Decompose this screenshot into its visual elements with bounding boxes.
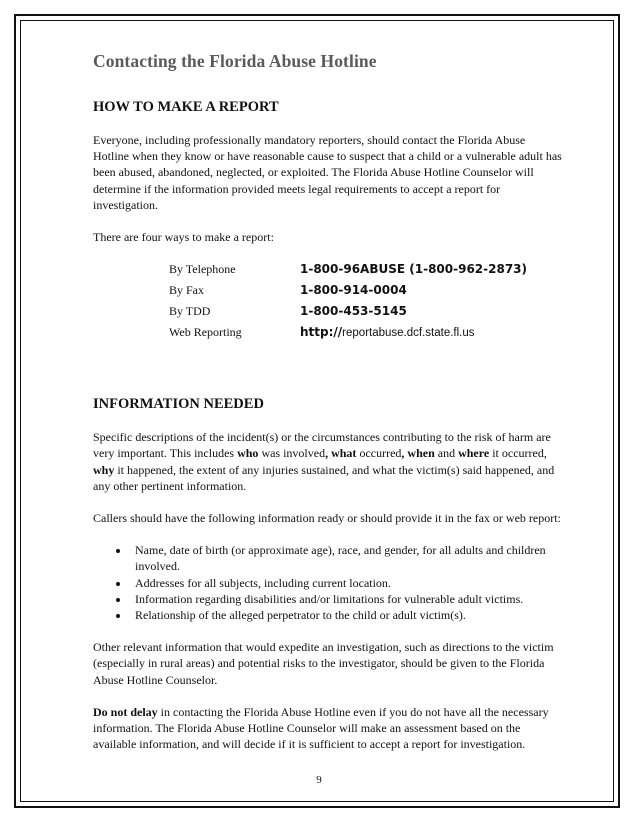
required-info-list: [93, 542, 563, 623]
paragraph-callers-should-have: Callers should have the following information ready or should provide it in the fax or web report:: [93, 511, 561, 526]
report-method-row: [169, 324, 527, 345]
report-method-row: [169, 303, 527, 324]
method-value: 1-800-453-5145: [300, 304, 407, 319]
text-run: it happened, the extent of any injuries sustained, and what the victim(s) said happened, and any other pertinent information.: [93, 462, 555, 493]
web-url-prefix: http://: [300, 325, 343, 340]
method-label: Web Reporting: [169, 325, 242, 340]
list-item: • Information regarding disabilities and/or limitations for vulnerable adult victims.: [130, 591, 563, 607]
method-value: 1-800-914-0004: [300, 283, 407, 298]
paragraph-four-ways: There are four ways to make a report:: [93, 230, 274, 245]
paragraph-do-not-delay: [93, 704, 563, 753]
bold-text: , when: [401, 446, 435, 461]
list-item: • Relationship of the alleged perpetrator to the child or adult victim(s).: [130, 607, 563, 623]
bold-text: Do not delay: [93, 704, 158, 719]
list-item: • Name, date of birth (or approximate age), race, and gender, for all adults and children involved.: [130, 542, 563, 574]
bold-text: why: [93, 462, 115, 477]
page-content: [93, 50, 563, 768]
text-run: in contacting the Florida Abuse Hotline even if you do not have all the necessary information. The Florida Abuse Hotline Counselor will make an assessment based on the available information, and will decide if it is sufficient to accept a report for investigation.: [93, 704, 549, 752]
text-run: and: [434, 446, 459, 461]
bold-text: , what: [325, 446, 357, 461]
web-url-domain: reportabuse.dcf.state.fl.us: [342, 327, 475, 340]
text-run: Specific descriptions of the incident(s) or the circumstances contributing to the risk of harm are very important. This includes: [93, 430, 551, 461]
method-label: By TDD: [169, 304, 211, 319]
section-heading-how-to-report: HOW TO MAKE A REPORT: [93, 99, 279, 115]
method-label: By Telephone: [169, 262, 236, 277]
web-report-link[interactable]: [300, 324, 527, 345]
section-heading-information-needed: INFORMATION NEEDED: [93, 396, 264, 413]
paragraph-who-should-report: Everyone, including professionally mandatory reporters, should contact the Florida Abuse Hotline when they know or have reasonable cause to suspect that a child or a vulnerable adult has been abused, abandoned, neglected, or exploited. The Florida Abuse Hotline Counselor will determine if the information provided meets legal requirements to accept a report for investigation.: [93, 133, 562, 212]
document-title: Contacting the Florida Abuse Hotline: [93, 51, 377, 71]
bold-text: who: [237, 446, 259, 461]
paragraph-other-relevant-info: Other relevant information that would expedite an investigation, such as directions to the victim (especially in rural areas) and potential risks to the investigator, should be given to the Florida Abuse Hotline Counselor.: [93, 640, 554, 687]
bold-text: where: [458, 446, 490, 461]
method-label: By Fax: [169, 283, 205, 298]
method-value: 1-800-96ABUSE (1-800-962-2873): [300, 262, 528, 277]
text-run: it occurred,: [489, 446, 547, 461]
report-methods-table: [169, 261, 527, 345]
report-method-row: [169, 282, 527, 303]
text-run: was involved: [258, 446, 326, 461]
text-run: occurred: [356, 446, 402, 461]
list-item: • Addresses for all subjects, including current location.: [130, 575, 563, 591]
report-method-row: [169, 261, 527, 282]
page-number: 9: [316, 774, 322, 786]
paragraph-specific-descriptions: [93, 429, 563, 494]
